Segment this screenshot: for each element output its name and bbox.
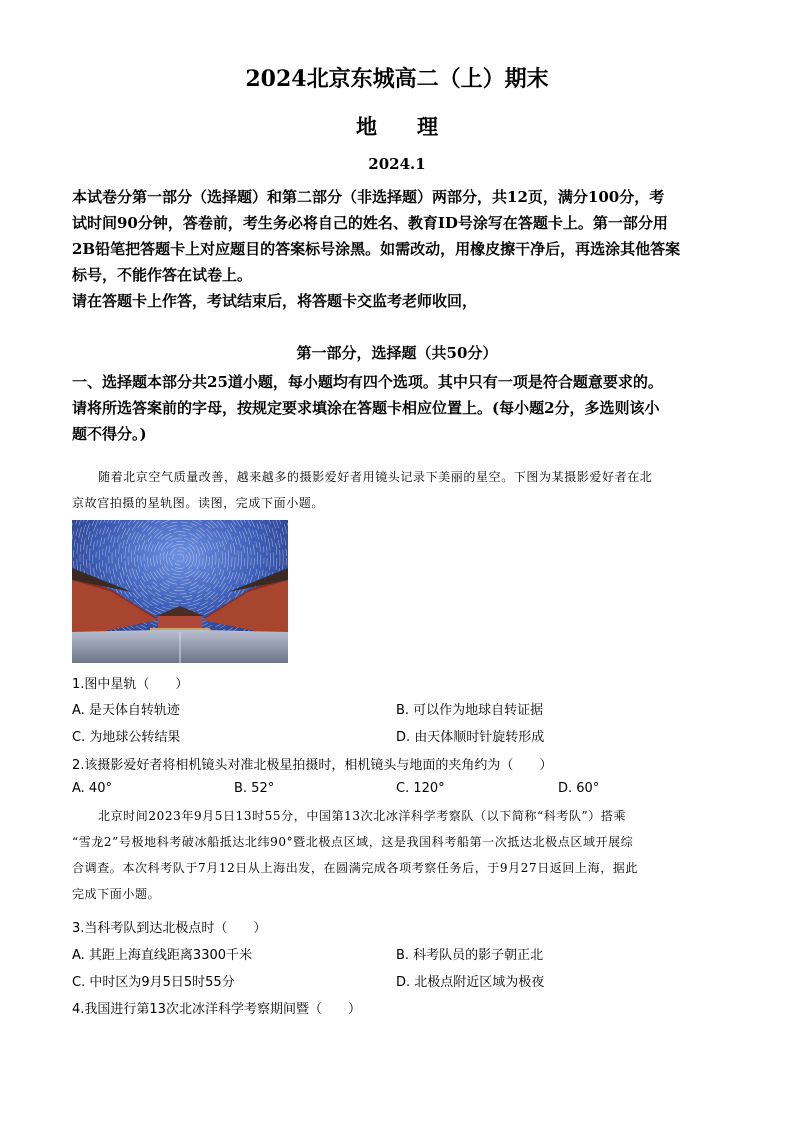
intro-line: 2B铅笔把答题卡上对应题目的答案标号涂黑。如需改动，用橡皮擦干净后，再选涂其他答案 — [72, 240, 681, 258]
option-a[interactable]: A. 40° — [72, 781, 112, 796]
instruction-line: 一、选择题本部分共25道小题，每小题均有四个选项。其中只有一项是符合题意要求的。 — [72, 373, 663, 391]
passage-star-trails — [72, 464, 722, 516]
exam-date: 2024.1 — [368, 155, 426, 173]
exam-title: 2024北京东城高二（上）期末 — [245, 66, 549, 92]
passage-line: 完成下面小题。 — [72, 887, 161, 901]
passage-line: 随着北京空气质量改善，越来越多的摄影爱好者用镜头记录下美丽的星空。下图为某摄影爱好者在北 — [98, 470, 653, 484]
question-3-options-row-1 — [72, 944, 722, 964]
instruction-line: 请将所选答案前的字母，按规定要求填涂在答题卡相应位置上。(每小题2分，多选则该小 — [72, 399, 660, 417]
intro-line: 请在答题卡上作答，考试结束后，将答题卡交监考老师收回， — [72, 292, 478, 310]
question-3-stem: 3.当科考队到达北极点时（ ） — [72, 921, 267, 936]
intro-line: 试时间90分钟，答卷前，考生务必将自己的姓名、教育ID号涂写在答题卡上。第一部分用 — [72, 214, 668, 232]
question-4-stem: 4.我国进行第13次北冰洋科学考察期间暨（ ） — [72, 1002, 361, 1017]
section-heading: 第一部分，选择题（共50分） — [296, 344, 498, 362]
option-c[interactable]: C. 120° — [396, 781, 445, 796]
question-1-stem: 1.图中星轨（ ） — [72, 677, 189, 692]
option-b[interactable]: B. 科考队员的影子朝正北 — [396, 948, 544, 963]
option-d[interactable]: D. 北极点附近区域为极夜 — [396, 975, 545, 990]
option-d[interactable]: D. 由天体顺时针旋转形成 — [396, 730, 545, 745]
section-instructions — [72, 369, 722, 447]
exam-subject: 地理 — [356, 114, 478, 139]
option-a[interactable]: A. 是天体自转轨迹 — [72, 703, 180, 718]
passage-arctic-expedition — [72, 803, 722, 907]
star-trail-image — [72, 520, 288, 663]
intro-line: 本试卷分第一部分（选择题）和第二部分（非选择题）两部分，共12页，满分100分，考 — [72, 188, 665, 206]
question-2-stem: 2.该摄影爱好者将相机镜头对准北极星拍摄时，相机镜头与地面的夹角约为（ ） — [72, 758, 553, 773]
question-1-options-row-2 — [72, 726, 722, 746]
question-1-options-row-1 — [72, 699, 722, 719]
passage-line: 合调查。本次科考队于7月12日从上海出发，在圆满完成各项考察任务后，于9月27日返回上海，据此 — [72, 861, 639, 875]
intro-line: 标号，不能作答在试卷上。 — [72, 266, 253, 284]
star-trail-photo — [72, 520, 288, 663]
option-b[interactable]: B. 52° — [234, 781, 275, 796]
passage-line: “雪龙2”号极地科考破冰船抵达北纬90°暨北极点区域，这是我国科考船第一次抵达北极点区域开展综 — [72, 835, 634, 849]
question-3-options-row-2 — [72, 971, 722, 991]
option-c[interactable]: C. 中时区为9月5日5时55分 — [72, 975, 235, 990]
option-a[interactable]: A. 其距上海直线距离3300千米 — [72, 948, 253, 963]
passage-line: 北京时间2023年9月5日13时55分，中国第13次北冰洋科学考察队（以下简称“科考队”）搭乘 — [98, 809, 627, 823]
passage-line: 京故宫拍摄的星轨图。读图，完成下面小题。 — [72, 496, 325, 510]
option-c[interactable]: C. 为地球公转结果 — [72, 730, 181, 745]
question-2-options — [72, 781, 722, 801]
option-b[interactable]: B. 可以作为地球自转证据 — [396, 703, 544, 718]
exam-instructions — [72, 184, 722, 314]
instruction-line: 题不得分。) — [72, 425, 147, 443]
option-d[interactable]: D. 60° — [558, 781, 600, 796]
